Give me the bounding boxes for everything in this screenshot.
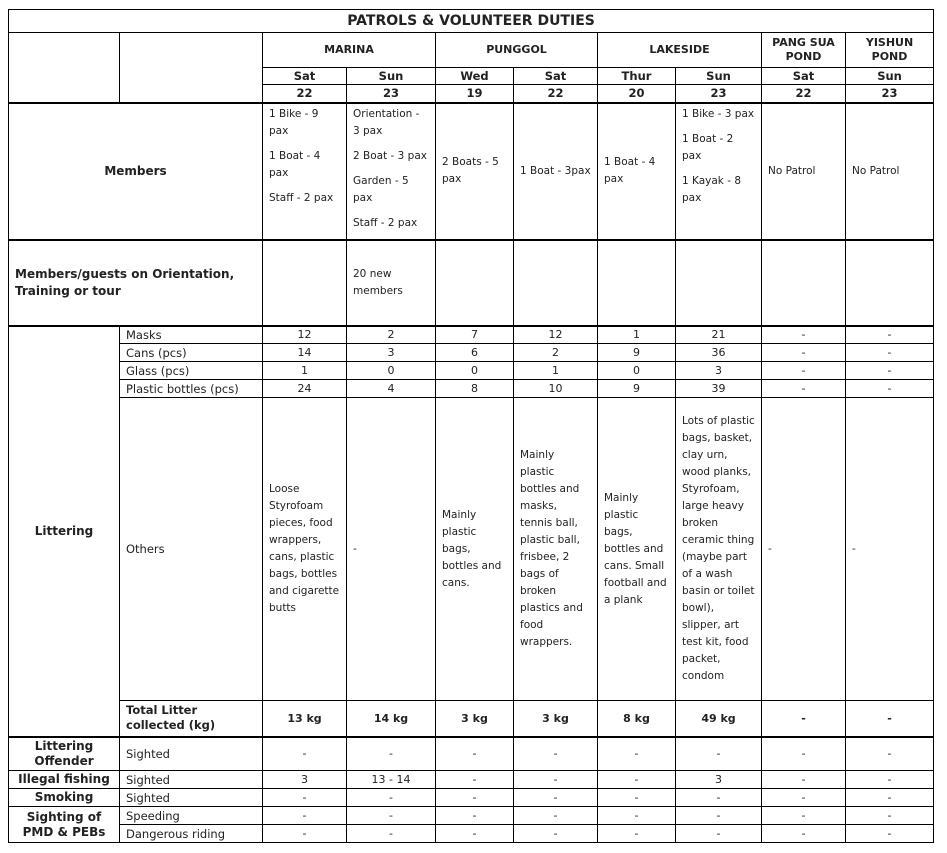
members-cell (762, 103, 846, 240)
illegal-fishing-cell: - (436, 771, 514, 789)
day-header: Sun (846, 68, 934, 85)
others-cell: - (347, 398, 436, 701)
day-header: Wed (436, 68, 514, 85)
corner-cell-a (9, 33, 120, 103)
members-line: 1 Kayak - 8 pax (682, 174, 742, 204)
pmd-cell: - (846, 807, 934, 825)
littering-count-cell: - (762, 326, 846, 344)
day-header: Sat (762, 68, 846, 85)
members-line: 2 Boat - 3 pax (353, 149, 427, 162)
members-line: No Patrol (768, 164, 816, 177)
day-header: Sat (263, 68, 347, 85)
illegal-fishing-cell: 13 - 14 (347, 771, 436, 789)
members-line: 1 Bike - 3 pax (682, 107, 755, 120)
littering-count-cell: 1 (598, 326, 676, 344)
orientation-cell: 20 new members (347, 240, 436, 326)
littering-count-cell: 14 (263, 344, 347, 362)
members-line: Orientation - 3 pax (353, 107, 420, 137)
littering-item-label: Plastic bottles (pcs) (120, 380, 263, 398)
date-header: 22 (263, 85, 347, 103)
pmd-cell: - (598, 825, 676, 843)
smoking-cell: - (347, 789, 436, 807)
members-cell (846, 103, 934, 240)
pmd-cell: - (514, 807, 598, 825)
location-pang-sua-pond: PANG SUA POND (762, 33, 846, 68)
members-line: 1 Bike - 9 pax (269, 107, 319, 137)
littering-label: Littering (9, 326, 120, 737)
littering-item-label: Masks (120, 326, 263, 344)
smoking-sub-label: Sighted (120, 789, 263, 807)
members-line: 1 Boat - 4 pax (604, 156, 656, 185)
orientation-label: Members/guests on Orientation, Training or tour (9, 240, 263, 326)
illegal-fishing-cell: - (514, 771, 598, 789)
pmd-cell: - (263, 825, 347, 843)
littering-count-cell: - (846, 326, 934, 344)
total-litter-cell: 3 kg (514, 701, 598, 737)
illegal-fishing-sub-label: Sighted (120, 771, 263, 789)
day-header: Sat (514, 68, 598, 85)
littering-offender-cell: - (347, 737, 436, 771)
littering-count-cell: 0 (347, 362, 436, 380)
pmd-cell: - (762, 825, 846, 843)
members-line: No Patrol (852, 164, 900, 177)
pmd-cell: - (347, 807, 436, 825)
littering-offender-cell: - (676, 737, 762, 771)
duties-table (8, 9, 934, 843)
littering-count-cell: 9 (598, 344, 676, 362)
smoking-cell: - (436, 789, 514, 807)
orientation-cell (676, 240, 762, 326)
members-line: 1 Boat - 4 pax (269, 149, 321, 179)
total-litter-cell: - (846, 701, 934, 737)
others-cell: Mainly plastic bags, bottles and cans. (436, 398, 514, 701)
pmd-item-label: Speeding (120, 807, 263, 825)
orientation-cell (514, 240, 598, 326)
illegal-fishing-label: Illegal fishing (9, 771, 120, 789)
total-litter-cell: - (762, 701, 846, 737)
littering-offender-cell: - (846, 737, 934, 771)
members-line: 1 Boat - 3pax (520, 164, 591, 177)
illegal-fishing-cell: - (762, 771, 846, 789)
pmd-item-label: Dangerous riding (120, 825, 263, 843)
littering-count-cell: 12 (263, 326, 347, 344)
location-lakeside: LAKESIDE (598, 33, 762, 68)
others-cell: Mainly plastic bottles and masks, tennis ball, plastic ball, frisbee, 2 bags of broken plastics and food wrappers. (514, 398, 598, 701)
littering-count-cell: 6 (436, 344, 514, 362)
littering-count-cell: - (846, 344, 934, 362)
littering-count-cell: 24 (263, 380, 347, 398)
location-marina: MARINA (263, 33, 436, 68)
littering-count-cell: 0 (598, 362, 676, 380)
littering-count-cell: - (762, 362, 846, 380)
members-cell (436, 103, 514, 240)
littering-count-cell: 10 (514, 380, 598, 398)
members-line: Staff - 2 pax (269, 191, 334, 204)
smoking-cell: - (598, 789, 676, 807)
littering-offender-cell: - (514, 737, 598, 771)
members-cell (598, 103, 676, 240)
littering-count-cell: 7 (436, 326, 514, 344)
location-yishun-pond: YISHUN POND (846, 33, 934, 68)
littering-item-label: Cans (pcs) (120, 344, 263, 362)
illegal-fishing-cell: 3 (676, 771, 762, 789)
location-punggol: PUNGGOL (436, 33, 598, 68)
smoking-cell: - (676, 789, 762, 807)
littering-offender-cell: - (263, 737, 347, 771)
pmd-cell: - (436, 807, 514, 825)
members-line: 1 Boat - 2 pax (682, 132, 734, 162)
littering-count-cell: - (846, 380, 934, 398)
pmd-cell: - (436, 825, 514, 843)
total-litter-cell: 8 kg (598, 701, 676, 737)
duties-report (8, 9, 933, 843)
pmd-cell: - (514, 825, 598, 843)
littering-count-cell: 12 (514, 326, 598, 344)
members-cell (263, 103, 347, 240)
littering-count-cell: 2 (514, 344, 598, 362)
day-header: Sun (676, 68, 762, 85)
littering-count-cell: 1 (514, 362, 598, 380)
date-header: 22 (514, 85, 598, 103)
littering-offender-cell: - (436, 737, 514, 771)
littering-count-cell: 2 (347, 326, 436, 344)
pmd-cell: - (676, 825, 762, 843)
total-litter-cell: 49 kg (676, 701, 762, 737)
littering-offender-label: Littering Offender (9, 737, 120, 771)
total-litter-cell: 14 kg (347, 701, 436, 737)
members-line: Garden - 5 pax (353, 174, 409, 204)
total-litter-cell: 13 kg (263, 701, 347, 737)
littering-count-cell: - (846, 362, 934, 380)
others-cell: Loose Styrofoam pieces, food wrappers, cans, plastic bags, bottles and cigarette butts (263, 398, 347, 701)
littering-count-cell: 4 (347, 380, 436, 398)
smoking-cell: - (762, 789, 846, 807)
others-cell: - (846, 398, 934, 701)
smoking-cell: - (846, 789, 934, 807)
littering-offender-cell: - (598, 737, 676, 771)
littering-count-cell: 3 (676, 362, 762, 380)
littering-count-cell: 36 (676, 344, 762, 362)
littering-offender-cell: - (762, 737, 846, 771)
littering-count-cell: 1 (263, 362, 347, 380)
pmd-label: Sighting of PMD & PEBs (9, 807, 120, 843)
members-label: Members (9, 103, 263, 240)
illegal-fishing-cell: 3 (263, 771, 347, 789)
littering-count-cell: 9 (598, 380, 676, 398)
illegal-fishing-cell: - (846, 771, 934, 789)
orientation-cell (846, 240, 934, 326)
smoking-cell: - (263, 789, 347, 807)
orientation-cell (762, 240, 846, 326)
orientation-cell (436, 240, 514, 326)
corner-cell-b (120, 33, 263, 103)
illegal-fishing-cell: - (598, 771, 676, 789)
littering-item-label: Glass (pcs) (120, 362, 263, 380)
day-header: Thur (598, 68, 676, 85)
members-cell (514, 103, 598, 240)
pmd-cell: - (762, 807, 846, 825)
pmd-cell: - (846, 825, 934, 843)
smoking-cell: - (514, 789, 598, 807)
orientation-cell (263, 240, 347, 326)
total-litter-cell: 3 kg (436, 701, 514, 737)
pmd-cell: - (263, 807, 347, 825)
others-cell: - (762, 398, 846, 701)
littering-count-cell: 21 (676, 326, 762, 344)
others-cell: Mainly plastic bags, bottles and cans. Small football and a plank (598, 398, 676, 701)
date-header: 23 (846, 85, 934, 103)
members-line: 2 Boats - 5 pax (442, 156, 499, 185)
date-header: 23 (347, 85, 436, 103)
others-cell: Lots of plastic bags, basket, clay urn, wood planks, Styrofoam, large heavy broken ceramic thing (maybe part of a wash basin or toilet bowl), slipper, art test kit, food packet, condom (676, 398, 762, 701)
smoking-label: Smoking (9, 789, 120, 807)
pmd-cell: - (676, 807, 762, 825)
members-cell (676, 103, 762, 240)
date-header: 22 (762, 85, 846, 103)
pmd-cell: - (598, 807, 676, 825)
littering-count-cell: 0 (436, 362, 514, 380)
littering-count-cell: 8 (436, 380, 514, 398)
members-cell (347, 103, 436, 240)
orientation-cell (598, 240, 676, 326)
date-header: 23 (676, 85, 762, 103)
pmd-cell: - (347, 825, 436, 843)
littering-count-cell: 39 (676, 380, 762, 398)
day-header: Sun (347, 68, 436, 85)
littering-offender-sub-label: Sighted (120, 737, 263, 771)
date-header: 20 (598, 85, 676, 103)
others-label: Others (120, 398, 263, 701)
date-header: 19 (436, 85, 514, 103)
littering-count-cell: - (762, 380, 846, 398)
table-title: PATROLS & VOLUNTEER DUTIES (9, 10, 934, 33)
littering-count-cell: - (762, 344, 846, 362)
littering-count-cell: 3 (347, 344, 436, 362)
members-line: Staff - 2 pax (353, 216, 418, 229)
total-litter-label: Total Litter collected (kg) (120, 701, 263, 737)
